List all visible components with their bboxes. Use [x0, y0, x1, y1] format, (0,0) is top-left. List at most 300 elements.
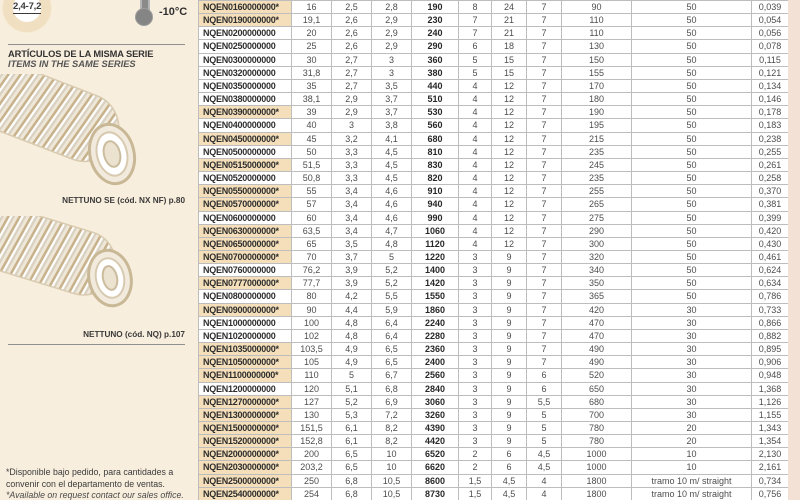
spec-cell: 7	[527, 66, 562, 79]
spec-cell: 1060	[412, 224, 459, 237]
divider	[8, 44, 185, 45]
spec-cell: 20	[632, 435, 752, 448]
spec-cell: 65	[292, 237, 332, 250]
spec-cell: 51,5	[292, 158, 332, 171]
spec-cell: 4	[459, 224, 492, 237]
spec-cell: 9	[492, 356, 527, 369]
spec-cell: 9	[492, 435, 527, 448]
spec-cell: 6,9	[372, 395, 412, 408]
spec-cell: 50	[632, 132, 752, 145]
spec-cell: 50	[632, 27, 752, 40]
spec-cell: 810	[412, 145, 459, 158]
spec-cell: 3	[459, 290, 492, 303]
table-row	[199, 435, 789, 448]
product-code-cell: NQEN0760000000	[199, 264, 292, 277]
spec-cell: 3,5	[372, 79, 412, 92]
spec-cell: 2240	[412, 316, 459, 329]
spec-cell: 4,2	[332, 290, 372, 303]
table-row	[199, 277, 789, 290]
product-code-cell: NQEN0380000000	[199, 93, 292, 106]
spec-cell: 9	[492, 250, 527, 263]
table-row	[199, 224, 789, 237]
spec-cell: 127	[292, 395, 332, 408]
spec-cell: 3,4	[332, 198, 372, 211]
spec-cell: 76,2	[292, 264, 332, 277]
product-code-cell: NQEN0160000000*	[199, 1, 292, 14]
spec-cell: 365	[562, 290, 632, 303]
spec-cell: 1,354	[752, 435, 789, 448]
spec-cell: 190	[562, 106, 632, 119]
spec-cell: 10	[632, 461, 752, 474]
spec-cell: 50	[632, 277, 752, 290]
spec-cell: 5	[332, 369, 372, 382]
product-code-cell: NQEN1300000000*	[199, 408, 292, 421]
spec-cell: 3	[459, 316, 492, 329]
spec-cell: 5,1	[332, 382, 372, 395]
spec-cell: 5	[527, 408, 562, 421]
spec-cell: 780	[562, 435, 632, 448]
spec-cell: 4	[459, 237, 492, 250]
spec-cell: 5,5	[372, 290, 412, 303]
availability-footnote	[6, 467, 192, 500]
spec-cell: 6,1	[332, 422, 372, 435]
spec-cell: 4,9	[332, 343, 372, 356]
spec-cell: 3	[459, 264, 492, 277]
spec-cell: 0,121	[752, 66, 789, 79]
spec-cell: 3,3	[332, 145, 372, 158]
product-code-cell: NQEN0570000000*	[199, 198, 292, 211]
spec-cell: 3	[459, 435, 492, 448]
spec-cell: 4,5	[527, 448, 562, 461]
spec-cell: 5,2	[372, 264, 412, 277]
spec-cell: 4	[527, 487, 562, 500]
product-code-cell: NQEN0350000000	[199, 79, 292, 92]
spec-cell: 50	[632, 79, 752, 92]
spec-cell: 340	[562, 264, 632, 277]
spec-cell: 60	[292, 211, 332, 224]
spec-cell: 9	[492, 303, 527, 316]
spec-cell: 420	[562, 303, 632, 316]
spec-cell: 4390	[412, 422, 459, 435]
spec-cell: 15	[492, 66, 527, 79]
same-series-heading-es: ARTÍCULOS DE LA MISMA SERIE	[8, 49, 154, 59]
spec-cell: 470	[562, 329, 632, 342]
product-code-cell: NQEN0900000000*	[199, 303, 292, 316]
spec-cell: 120	[292, 382, 332, 395]
spec-cell: 50	[292, 145, 332, 158]
table-row	[199, 106, 789, 119]
spec-cell: 7	[527, 343, 562, 356]
hose-photo-nettuno-se	[0, 74, 150, 194]
spec-cell: 4	[459, 185, 492, 198]
spec-cell: 0,255	[752, 145, 789, 158]
table-row	[199, 158, 789, 171]
spec-cell: 6,5	[372, 343, 412, 356]
spec-cell: 50	[632, 40, 752, 53]
spec-cell: 910	[412, 185, 459, 198]
spec-cell: 1550	[412, 290, 459, 303]
spec-cell: 30	[632, 395, 752, 408]
spec-cell: 235	[562, 145, 632, 158]
spec-cell: 7	[527, 224, 562, 237]
spec-cell: 3060	[412, 395, 459, 408]
spec-cell: 2	[459, 448, 492, 461]
spec-cell: 275	[562, 211, 632, 224]
spec-cell: 3	[459, 382, 492, 395]
spec-cell: 6,7	[372, 369, 412, 382]
spec-cell: 7	[527, 237, 562, 250]
spec-cell: 12	[492, 224, 527, 237]
spec-cell: 2,6	[332, 40, 372, 53]
spec-cell: 12	[492, 119, 527, 132]
spec-cell: 6,5	[372, 356, 412, 369]
spec-cell: 110	[562, 27, 632, 40]
spec-cell: 6620	[412, 461, 459, 474]
spec-cell: 530	[412, 106, 459, 119]
product-code-cell: NQEN1270000000*	[199, 395, 292, 408]
spec-cell: 7	[527, 93, 562, 106]
table-row	[199, 487, 789, 500]
spec-cell: 12	[492, 211, 527, 224]
spec-cell: 440	[412, 79, 459, 92]
spec-cell: 7	[527, 172, 562, 185]
spec-cell: 80	[292, 290, 332, 303]
spec-cell: 12	[492, 185, 527, 198]
spec-cell: 30	[632, 303, 752, 316]
divider	[8, 344, 185, 345]
spec-cell: 155	[562, 66, 632, 79]
spec-cell: 1400	[412, 264, 459, 277]
spec-cell: 3,9	[332, 264, 372, 277]
spec-cell: 12	[492, 237, 527, 250]
table-row	[199, 382, 789, 395]
spec-cell: 3260	[412, 408, 459, 421]
spec-cell: 9	[492, 395, 527, 408]
table-row	[199, 408, 789, 421]
table-row	[199, 237, 789, 250]
hose-caption-nettuno: NETTUNO (cód. NQ) p.107	[83, 330, 185, 339]
spec-cell: 2,8	[372, 1, 412, 14]
product-code-cell: NQEN0650000000*	[199, 237, 292, 250]
spec-cell: 30	[632, 408, 752, 421]
spec-cell: 30	[632, 329, 752, 342]
product-code-cell: NQEN1520000000*	[199, 435, 292, 448]
spec-cell: 152,8	[292, 435, 332, 448]
table-row	[199, 474, 789, 487]
spec-cell: 50	[632, 1, 752, 14]
spec-cell: 470	[562, 316, 632, 329]
spec-cell: 7	[527, 106, 562, 119]
spec-cell: 830	[412, 158, 459, 171]
spec-cell: 63,5	[292, 224, 332, 237]
spec-cell: 4	[459, 172, 492, 185]
spec-cell: 290	[562, 224, 632, 237]
spec-cell: 3	[459, 422, 492, 435]
spec-cell: 2,9	[372, 27, 412, 40]
spec-cell: 50	[632, 106, 752, 119]
min-temperature-label: -10°C	[159, 6, 188, 18]
spec-cell: 0,261	[752, 158, 789, 171]
spec-cell: 0,183	[752, 119, 789, 132]
table-row	[199, 79, 789, 92]
spec-cell: 30	[632, 356, 752, 369]
spec-cell: 50,8	[292, 172, 332, 185]
spec-cell: 7	[527, 329, 562, 342]
spec-cell: 19,1	[292, 14, 332, 27]
spec-cell: 12	[492, 106, 527, 119]
spec-cell: 10	[632, 448, 752, 461]
product-code-cell: NQEN0515000000*	[199, 158, 292, 171]
spec-cell: 3,4	[332, 185, 372, 198]
spec-cell: 2400	[412, 356, 459, 369]
product-code-cell: NQEN0250000000	[199, 40, 292, 53]
spec-cell: 1420	[412, 277, 459, 290]
spec-cell: 3,3	[332, 158, 372, 171]
spec-cell: 105	[292, 356, 332, 369]
spec-cell: 100	[292, 316, 332, 329]
spec-cell: 235	[562, 172, 632, 185]
spec-cell: 9	[492, 316, 527, 329]
spec-cell: 7	[527, 27, 562, 40]
spec-cell: 12	[492, 172, 527, 185]
spec-cell: 1,343	[752, 422, 789, 435]
spec-cell: 0,624	[752, 264, 789, 277]
spec-table	[198, 0, 789, 500]
spec-cell: 0,056	[752, 27, 789, 40]
spec-cell: 2,7	[332, 79, 372, 92]
spec-cell: 4	[459, 211, 492, 224]
spec-cell: 90	[562, 1, 632, 14]
spec-cell: 9	[492, 277, 527, 290]
product-code-cell: NQEN0630000000*	[199, 224, 292, 237]
spec-cell: 38,1	[292, 93, 332, 106]
spec-cell: 8	[459, 1, 492, 14]
spec-cell: 5	[372, 250, 412, 263]
spec-cell: 21	[492, 14, 527, 27]
spec-cell: 3,3	[332, 172, 372, 185]
spec-cell: 40	[292, 119, 332, 132]
spec-cell: 130	[292, 408, 332, 421]
footnote-english: *Available on request contact our sales office.	[6, 490, 184, 500]
spec-cell: 190	[412, 1, 459, 14]
spec-cell: 6,5	[332, 461, 372, 474]
spec-cell: 1120	[412, 237, 459, 250]
spec-cell: 70	[292, 250, 332, 263]
spec-cell: 4,9	[332, 356, 372, 369]
spec-cell: 0,178	[752, 106, 789, 119]
spec-cell: 680	[562, 395, 632, 408]
spec-cell: 0,115	[752, 53, 789, 66]
spec-cell: 2,130	[752, 448, 789, 461]
table-row	[199, 1, 789, 14]
spec-cell: 9	[492, 290, 527, 303]
spec-cell: 5,3	[332, 408, 372, 421]
table-row	[199, 329, 789, 342]
spec-cell: 50	[632, 93, 752, 106]
spec-cell: 360	[412, 53, 459, 66]
spec-cell: 3,4	[332, 224, 372, 237]
spec-cell: 0,634	[752, 277, 789, 290]
spec-cell: 9	[492, 343, 527, 356]
spec-cell: 102	[292, 329, 332, 342]
spec-cell: 4,4	[332, 303, 372, 316]
spec-cell: 2,6	[332, 14, 372, 27]
spec-cell: 7	[527, 158, 562, 171]
spec-cell: 3	[459, 408, 492, 421]
spec-cell: 50	[632, 53, 752, 66]
spec-cell: 55	[292, 185, 332, 198]
spec-cell: 0,756	[752, 487, 789, 500]
spec-cell: 4	[459, 132, 492, 145]
spec-cell: 3	[459, 356, 492, 369]
spec-cell: 30	[632, 343, 752, 356]
spec-cell: 520	[562, 369, 632, 382]
spec-cell: 30	[292, 53, 332, 66]
spec-cell: 12	[492, 132, 527, 145]
spec-cell: 50	[632, 119, 752, 132]
table-row	[199, 27, 789, 40]
spec-cell: 2560	[412, 369, 459, 382]
spec-cell: 265	[562, 198, 632, 211]
spec-cell: 560	[412, 119, 459, 132]
spec-cell: 50	[632, 198, 752, 211]
spec-cell: 200	[292, 448, 332, 461]
product-code-cell: NQEN2500000000*	[199, 474, 292, 487]
spec-cell: 6520	[412, 448, 459, 461]
spec-cell: 0,733	[752, 303, 789, 316]
spec-cell: 3	[459, 250, 492, 263]
spec-cell: 2,9	[372, 14, 412, 27]
spec-cell: 5	[459, 53, 492, 66]
spec-cell: 7	[527, 40, 562, 53]
spec-cell: 250	[292, 474, 332, 487]
spec-cell: 1,126	[752, 395, 789, 408]
spec-cell: 3,9	[332, 277, 372, 290]
spec-cell: 1,5	[459, 474, 492, 487]
product-code-cell: NQEN0400000000	[199, 119, 292, 132]
table-row	[199, 40, 789, 53]
spec-cell: 9	[492, 369, 527, 382]
spec-cell: 3	[459, 395, 492, 408]
spec-cell: 6,8	[332, 474, 372, 487]
spec-cell: 1,5	[459, 487, 492, 500]
spec-cell: 245	[562, 158, 632, 171]
spec-cell: 650	[562, 382, 632, 395]
spec-cell: 990	[412, 211, 459, 224]
spec-cell: 110	[292, 369, 332, 382]
spec-cell: 780	[562, 422, 632, 435]
spec-cell: 10	[372, 461, 412, 474]
spec-cell: 490	[562, 356, 632, 369]
spec-cell: 4,8	[372, 237, 412, 250]
spec-cell: 35	[292, 79, 332, 92]
spec-cell: 2,9	[372, 40, 412, 53]
spec-cell: 7	[527, 250, 562, 263]
hose-caption-nettuno-se: NETTUNO SE (cód. NX NF) p.80	[62, 196, 185, 205]
product-code-cell: NQEN0200000000	[199, 27, 292, 40]
spec-cell: 2840	[412, 382, 459, 395]
spec-cell: 151,5	[292, 422, 332, 435]
spec-cell: 3	[459, 369, 492, 382]
spec-cell: 3	[372, 53, 412, 66]
spec-cell: 4,8	[332, 316, 372, 329]
spec-cell: 2	[459, 461, 492, 474]
spec-cell: 110	[562, 14, 632, 27]
table-row	[199, 290, 789, 303]
spec-cell: 240	[412, 27, 459, 40]
spec-cell: 700	[562, 408, 632, 421]
product-code-cell: NQEN1020000000	[199, 329, 292, 342]
spec-cell: 3	[459, 329, 492, 342]
footnote-spanish: *Disponible bajo pedido, para cantidades a convenir con el departamento de ventas.	[6, 467, 174, 489]
spec-cell: 5,2	[372, 277, 412, 290]
spec-cell: 21	[492, 27, 527, 40]
spec-cell: 7	[527, 290, 562, 303]
spec-cell: tramo 10 m/ straight	[632, 487, 752, 500]
thermometer-icon	[135, 0, 155, 28]
spec-cell: 10,5	[372, 474, 412, 487]
spec-cell: 4,5	[372, 158, 412, 171]
product-code-cell: NQEN0800000000	[199, 290, 292, 303]
spec-cell: 2280	[412, 329, 459, 342]
spec-cell: 8,2	[372, 422, 412, 435]
table-row	[199, 461, 789, 474]
diameter-range-value: 2,4-7,2	[13, 1, 42, 12]
spec-cell: 6,4	[372, 316, 412, 329]
table-row	[199, 14, 789, 27]
spec-cell: 180	[562, 93, 632, 106]
spec-table-body	[199, 1, 789, 500]
spec-cell: 940	[412, 198, 459, 211]
product-code-cell: NQEN1035000000*	[199, 343, 292, 356]
spec-cell: 6	[459, 40, 492, 53]
spec-cell: 255	[562, 185, 632, 198]
spec-cell: 7	[527, 211, 562, 224]
spec-cell: 30	[632, 316, 752, 329]
product-code-cell: NQEN2030000000*	[199, 461, 292, 474]
spec-cell: 9	[492, 264, 527, 277]
spec-cell: 2,161	[752, 461, 789, 474]
product-code-cell: NQEN0700000000*	[199, 250, 292, 263]
product-code-cell: NQEN0500000000	[199, 145, 292, 158]
spec-cell: 3	[459, 277, 492, 290]
spec-cell: 16	[292, 1, 332, 14]
spec-cell: 4	[459, 106, 492, 119]
spec-cell: 254	[292, 487, 332, 500]
table-row	[199, 185, 789, 198]
spec-cell: 7	[527, 277, 562, 290]
spec-cell: 45	[292, 132, 332, 145]
spec-cell: 30	[632, 382, 752, 395]
spec-cell: 350	[562, 277, 632, 290]
spec-cell: 2,9	[332, 106, 372, 119]
hose-photo-nettuno	[0, 216, 150, 331]
spec-cell: 4420	[412, 435, 459, 448]
spec-cell: 4,7	[372, 224, 412, 237]
product-code-cell: NQEN0550000000*	[199, 185, 292, 198]
spec-cell: 300	[562, 237, 632, 250]
spec-cell: 5	[459, 66, 492, 79]
spec-cell: 195	[562, 119, 632, 132]
spec-cell: 7	[527, 132, 562, 145]
table-row	[199, 264, 789, 277]
table-row	[199, 145, 789, 158]
spec-cell: 0,786	[752, 290, 789, 303]
spec-cell: 9	[492, 408, 527, 421]
spec-cell: 10,5	[372, 487, 412, 500]
spec-cell: 2,7	[332, 53, 372, 66]
spec-cell: 0,882	[752, 329, 789, 342]
